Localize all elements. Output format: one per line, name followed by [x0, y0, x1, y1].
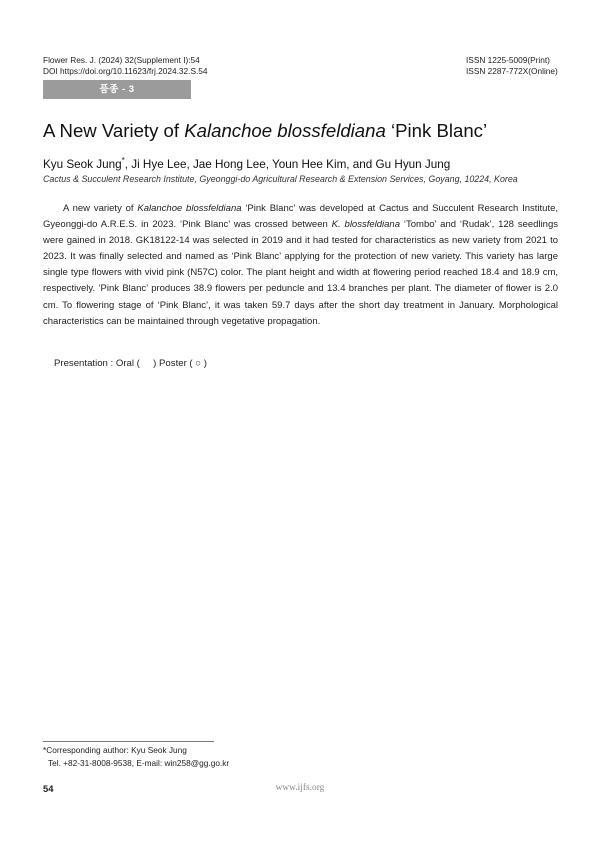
abstract: [43, 201, 558, 330]
footnote: [43, 744, 229, 770]
citation-line: Flower Res. J. (2024) 32(Supplement I):54: [43, 55, 200, 65]
footnote-divider: [43, 741, 214, 742]
page-number: 54: [43, 783, 54, 794]
doi-line: DOI https://doi.org/10.11623/frj.2024.32.S.54: [43, 66, 208, 76]
issn-online: ISSN 2287-772X(Online): [466, 66, 558, 76]
abstract-paragraph: [43, 201, 558, 330]
author-list: [43, 153, 563, 173]
abstract-text-2: ‘Pink Blanc’ was developed at Cactus and Succulent Research Institute, Gyeonggi-do A.R.E.S. in 2023. ‘Pink Blanc’ was crossed between: [43, 203, 559, 231]
journal-website: www.ijfs.org: [275, 783, 325, 793]
section-banner: 품종 - 3: [43, 80, 191, 99]
corresponding-author: *Corresponding author: Kyu Seok Jung: [43, 745, 187, 755]
citation-block: [43, 55, 208, 77]
paper-title: [43, 119, 563, 143]
first-author: Kyu Seok Jung: [43, 157, 122, 171]
contact-info: Tel. +82-31-8008-9538, E-mail: win258@gg.go.kr: [48, 758, 230, 768]
issn-print: ISSN 1225-5009(Print): [466, 55, 550, 65]
title-part-2: ‘Pink Blanc’: [385, 120, 488, 141]
affiliation: Cactus & Succulent Research Institute, Gyeonggi-do Agricultural Research & Extension Services, Goyang, 10224, Korea: [43, 174, 518, 184]
abstract-species-2: K. blossfeldiana: [331, 219, 400, 231]
title-part-1: A New Variety of: [43, 120, 185, 141]
issn-block: [466, 55, 558, 77]
abstract-species-1: Kalanchoe blossfeldiana: [137, 203, 242, 214]
other-authors: , Ji Hye Lee, Jae Hong Lee, Youn Hee Kim, and Gu Hyun Jung: [124, 157, 451, 171]
abstract-text-1: A new variety of: [63, 203, 138, 214]
abstract-text-3: ‘Tombo’ and ‘Rudak’, 128 seedlings were gained in 2018. GK18122-14 was selected in 2019 and it had tested for characteristics as new variety from 2021 to 2023. It was finally selected and named as ‘Pink Blanc’ applying for the protection of new variety. This variety has large single type flowers with vivid pink (N57C) color. The plant height and width at flowering period reached 18.4 and 18.9 cm, respectively. ‘Pink Blanc’ produces 38.9 flowers per peduncle and 13.4 branches per plant. The diameter of flower is 2.0 cm. To flowering stage of ‘Pink Blanc’, it was taken 59.7 days after the short day treatment in January. Morphological characteristics can be maintained through vegetative propagation.: [43, 219, 558, 327]
corresponding-mark: *: [121, 156, 125, 165]
title-species: Kalanchoe blossfeldiana: [184, 120, 386, 141]
presentation-type: Presentation : Oral ( ) Poster ( ○ ): [54, 358, 207, 369]
